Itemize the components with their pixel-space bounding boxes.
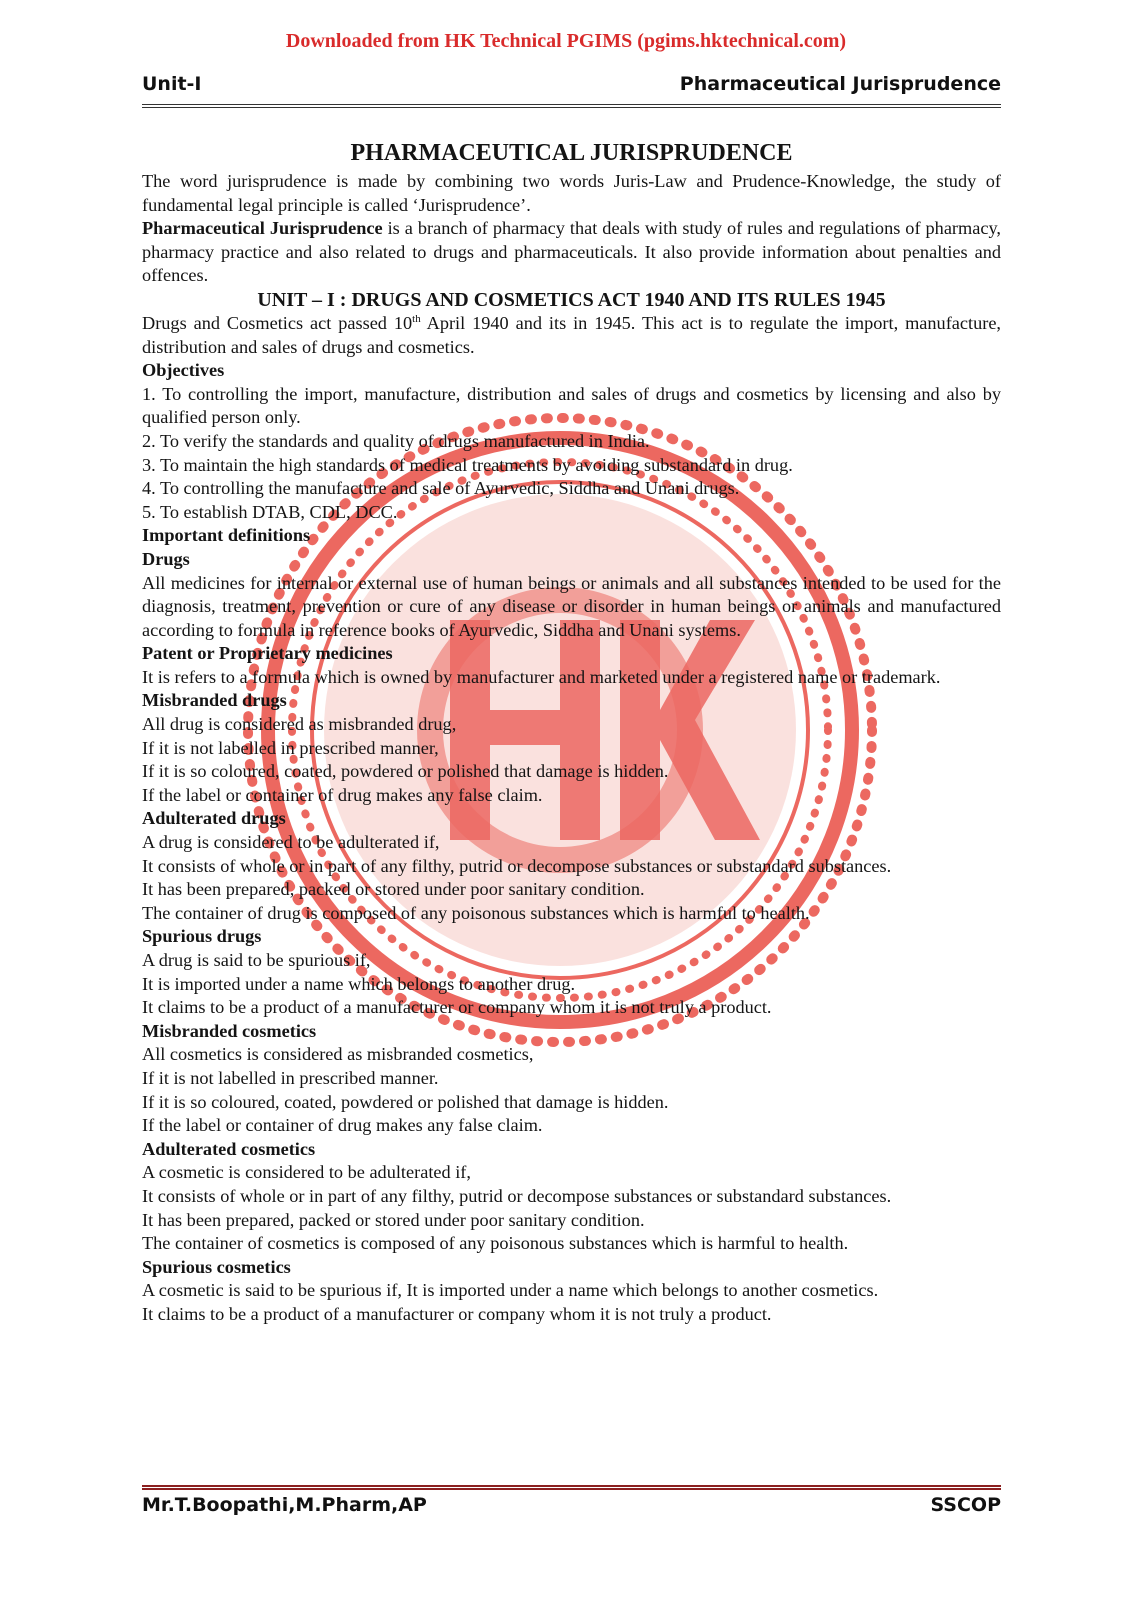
section-line: It is refers to a formula which is owned by manufacturer and marketed under a registered name or trademark. — [142, 666, 941, 687]
section-line: It claims to be a product of a manufacturer or company whom it is not truly a product. — [142, 1303, 772, 1324]
footer-rule — [142, 1485, 1001, 1490]
pj-text: is a branch of pharmacy that deals with study of rules and regulations of pharmacy, pharmacy practice and also related to drugs and pharmaceuticals. It also provide information about penalties and offences. — [142, 218, 1001, 286]
section-line: It claims to be a product of a manufacturer or company whom it is not truly a product. — [142, 997, 772, 1018]
objectives-heading: Objectives — [142, 360, 225, 381]
footer-author: Mr.T.Boopathi,M.Pharm,AP — [142, 1494, 427, 1516]
footer-college: SSCOP — [930, 1494, 1001, 1516]
section-heading: Adulterated drugs — [142, 808, 286, 829]
header-unit: Unit-I — [142, 73, 202, 95]
section-line: If the label or container of drug makes any false claim. — [142, 784, 543, 805]
objectives-list — [142, 383, 1001, 525]
section-line: All drug is considered as misbranded drug, — [142, 714, 457, 735]
section-line: If it is so coloured, coated, powdered or polished that damage is hidden. — [142, 1091, 669, 1112]
page-title: PHARMACEUTICAL JURISPRUDENCE — [350, 140, 793, 166]
section-line: A cosmetic is said to be spurious if, It is imported under a name which belongs to another cosmetics. — [142, 1280, 879, 1301]
objective-item: 1. To controlling the import, manufacture, distribution and sales of drugs and cosmetics by licensing and also by qualified person only. — [142, 383, 1001, 428]
objective-item: 3. To maintain the high standards of medical treatments by avoiding substandard in drug. — [142, 454, 793, 475]
definitions-heading: Important definitions — [142, 525, 311, 546]
section-line: If it is not labelled in prescribed manner. — [142, 1067, 439, 1088]
section-heading: Spurious cosmetics — [142, 1256, 291, 1277]
section-heading: Adulterated cosmetics — [142, 1138, 316, 1159]
section-line: A cosmetic is considered to be adulterated if, — [142, 1162, 471, 1183]
section-spurious-cosmetics — [142, 1256, 1001, 1327]
section-line: All medicines for internal or external use of human beings or animals and all substances intended to be used for the diagnosis, treatment, prevention or cure of any disease or disorder in human beings or animals and manufactured according to formula in reference books of Ayurvedic, Siddha and Unani systems. — [142, 572, 1001, 640]
section-adulterated-cosmetics — [142, 1138, 1001, 1256]
intro-paragraph: The word jurisprudence is made by combining two words Juris-Law and Prudence-Knowledge, the study of fundamental legal principle is called ‘Jurisprudence’. — [142, 171, 1001, 215]
section-line: If the label or container of drug makes any false claim. — [142, 1115, 543, 1136]
act-text-post: April 1940 and its in 1945. This act is to regulate the import, manufacture, distribution and sales of drugs and cosmetics. — [142, 312, 1002, 357]
objective-item: 4. To controlling the manufacture and sale of Ayurvedic, Siddha and Unani drugs. — [142, 478, 740, 499]
pj-term: Pharmaceutical Jurisprudence — [142, 218, 383, 239]
section-heading: Misbranded drugs — [142, 690, 287, 711]
header-rule — [142, 104, 1001, 108]
section-adulterated-drugs — [142, 807, 1001, 925]
section-line: It consists of whole or in part of any filthy, putrid or decompose substances or substandard substances. — [142, 855, 892, 876]
page-header — [142, 73, 1001, 103]
unit-heading: UNIT – I : DRUGS AND COSMETICS ACT 1940 AND ITS RULES 1945 — [257, 288, 886, 311]
act-text-pre: Drugs and Cosmetics act passed 10 — [142, 312, 413, 333]
download-banner: Downloaded from HK Technical PGIMS (pgims.hktechnical.com) — [285, 30, 847, 52]
section-misbranded-drugs — [142, 689, 1001, 807]
section-heading: Misbranded cosmetics — [142, 1020, 317, 1041]
section-line: All cosmetics is considered as misbranded cosmetics, — [142, 1044, 534, 1065]
definition-paragraph — [142, 217, 1001, 288]
section-heading: Spurious drugs — [142, 926, 262, 947]
section-line: It consists of whole or in part of any filthy, putrid or decompose substances or substandard substances. — [142, 1185, 892, 1206]
section-line: A drug is considered to be adulterated if, — [142, 832, 440, 853]
section-line: The container of drug is composed of any poisonous substances which is harmful to health. — [142, 902, 810, 923]
section-heading: Patent or Proprietary medicines — [142, 643, 393, 664]
section-heading: Drugs — [142, 548, 190, 569]
section-line: It has been prepared, packed or stored under poor sanitary condition. — [142, 1209, 645, 1230]
section-line: It has been prepared, packed or stored under poor sanitary condition. — [142, 879, 645, 900]
objective-item: 2. To verify the standards and quality of drugs manufactured in India. — [142, 430, 650, 451]
section-patent-medicines — [142, 642, 1001, 689]
section-misbranded-cosmetics — [142, 1020, 1001, 1138]
section-spurious-drugs — [142, 925, 1001, 1019]
document-body — [142, 138, 1001, 1327]
section-line: The container of cosmetics is composed of any poisonous substances which is harmful to health. — [142, 1233, 849, 1254]
objective-item: 5. To establish DTAB, CDL, DCC. — [142, 501, 398, 522]
section-line: It is imported under a name which belongs to another drug. — [142, 973, 576, 994]
section-line: If it is not labelled in prescribed manner, — [142, 737, 439, 758]
section-line: If it is so coloured, coated, powdered or polished that damage is hidden. — [142, 761, 669, 782]
act-paragraph — [142, 312, 1001, 359]
section-drugs — [142, 548, 1001, 642]
section-line: A drug is said to be spurious if, — [142, 950, 371, 970]
act-superscript: th — [412, 312, 421, 325]
header-subject: Pharmaceutical Jurisprudence — [679, 73, 1001, 95]
